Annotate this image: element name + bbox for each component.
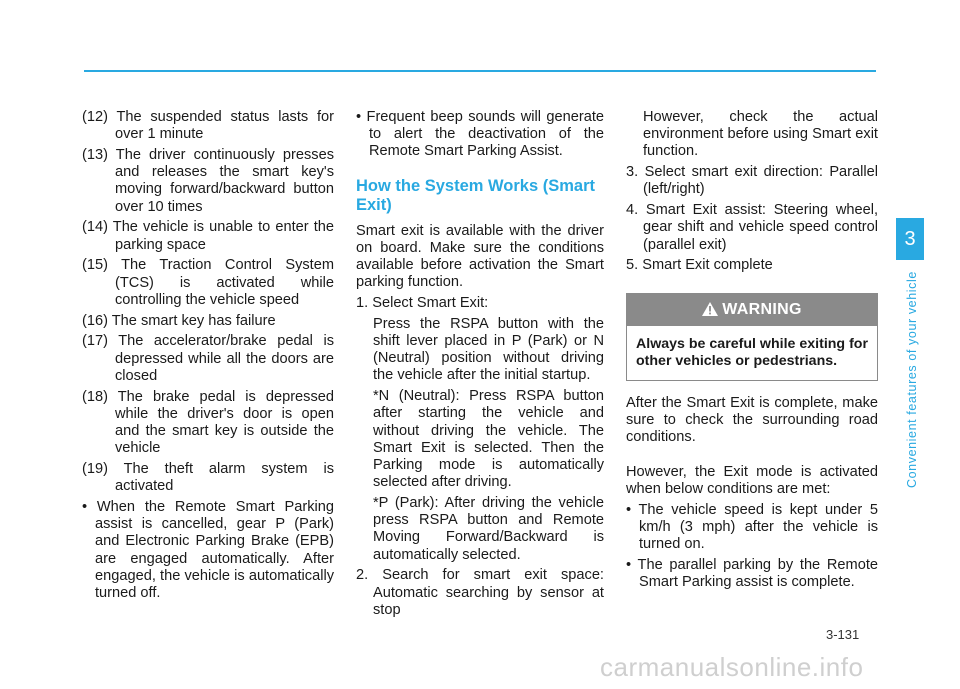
warning-header <box>627 294 877 326</box>
intro-paragraph: Smart exit is available with the driver on board. Make sure the conditions available before activation the Smart parking function. <box>356 222 604 291</box>
list-item: (17) The accelerator/brake pedal is depressed while all the doors are closed <box>82 333 334 384</box>
step-3: 3. Select smart exit direction: Parallel (left/right) <box>626 164 878 198</box>
step-4: 4. Smart Exit assist: Steering wheel, gear shift and vehicle speed control (parallel exit) <box>626 202 878 253</box>
header-rule <box>84 70 876 72</box>
section-heading: How the System Works (Smart Exit) <box>356 176 596 214</box>
step-2-continued: However, check the actual environment before using Smart exit function. <box>643 109 878 160</box>
step-2: 2. Search for smart exit space: Automatic searching by sensor at stop <box>356 567 604 618</box>
page-number: 3-131 <box>826 627 860 642</box>
list-item: (14) The vehicle is unable to enter the parking space <box>82 219 334 253</box>
bullet-item: • Frequent beep sounds will generate to alert the deactivation of the Remote Smart Parking Assist. <box>356 109 604 160</box>
warning-text: Always be careful while exiting for other vehicles or pedestrians. <box>636 335 868 369</box>
step-1-title: 1. Select Smart Exit: <box>356 295 489 312</box>
list-item: (15) The Traction Control System (TCS) is activated while controlling the vehicle speed <box>82 257 334 308</box>
column-2 <box>356 109 604 623</box>
list-item: (13) The driver continuously presses and releases the smart key's moving forward/backward button over 10 times <box>82 147 334 215</box>
list-item: (18) The brake pedal is depressed while the driver's door is open and the smart key is outside the vehicle <box>82 388 334 457</box>
column-3 <box>626 109 878 595</box>
warning-box <box>626 293 878 381</box>
column-1 <box>82 109 334 606</box>
chapter-tab: 3 <box>896 218 924 260</box>
however-paragraph: However, the Exit mode is activated when below conditions are met: <box>626 463 878 498</box>
step-5: 5. Smart Exit complete <box>626 257 773 274</box>
list-item: (19) The theft alarm system is activated <box>82 461 334 495</box>
after-paragraph: After the Smart Exit is complete, make sure to check the surrounding road conditions. <box>626 394 878 446</box>
bullet-item: • When the Remote Smart Parking assist is cancelled, gear P (Park) and Electronic Parking Brake (EPB) are engaged automatically. After engaged, the vehicle is automatically turned off. <box>82 499 334 602</box>
warning-triangle-icon <box>702 296 718 328</box>
watermark: carmanualsonline.info <box>600 652 864 682</box>
chapter-title: Convenient features of your vehicle <box>905 271 919 488</box>
bullet-item: • The parallel parking by the Remote Smart Parking assist is complete. <box>626 557 878 591</box>
step-1-text: Press the RSPA button with the shift lever placed in P (Park) or N (Neutral) position without driving the vehicle after the initial startup. <box>373 315 604 384</box>
list-item: (12) The suspended status lasts for over 1 minute <box>82 109 334 143</box>
list-item: (16) The smart key has failure <box>82 312 276 329</box>
bullet-item: • The vehicle speed is kept under 5 km/h (3 mph) after the vehicle is turned on. <box>626 501 878 553</box>
warning-title: WARNING <box>722 300 802 318</box>
step-1-neutral-note: *N (Neutral): Press RSPA button after starting the vehicle and without driving the vehicle. The Smart Exit is selected. Then the Parking mode is automatically selected after driving. <box>373 388 604 491</box>
step-1-park-note: *P (Park): After driving the vehicle press RSPA button and Remote Moving Forward/Backward is automatically selected. <box>373 495 604 563</box>
